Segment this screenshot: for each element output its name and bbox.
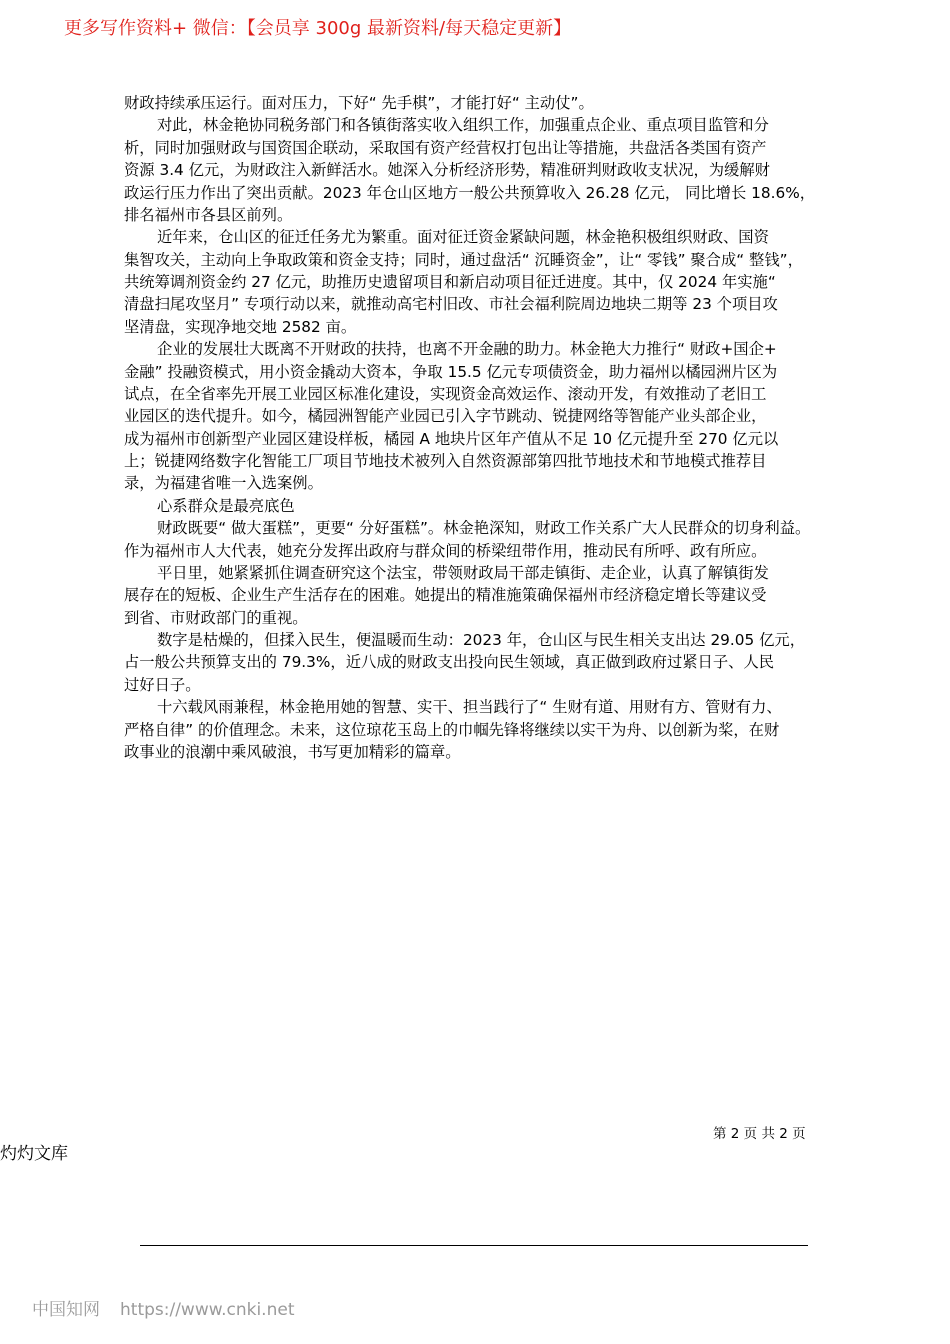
text-line: 到省、市财政部门的重视。: [124, 608, 308, 627]
text-line: 心系群众是最亮底色: [157, 496, 295, 515]
text-line: 坚清盘，实现净地交地 2582 亩。: [124, 317, 357, 336]
text-line: 共统筹调剂资金约 27 亿元，助推历史遗留项目和新启动项目征迁进度。其中，仅 2024 年实施“: [124, 273, 776, 291]
text-line: 金融” 投融资模式，用小资金撬动大资本，争取 15.5 亿元专项债资金，助力福州以橘园洲片区为: [124, 362, 778, 381]
paragraph: [124, 517, 836, 562]
paragraph: [124, 629, 836, 696]
paragraph: [124, 226, 836, 338]
text-line: 成为福州市创新型产业园区建设样板，橘园 A 地块片区年产值从不足 10 亿元提升至 270 亿元以: [124, 429, 779, 448]
text-line: 平日里，她紧紧抓住调查研究这个法宝，带领财政局干部走镇街、走企业，认真了解镇街发: [157, 563, 769, 582]
text-line: 清盘扫尾攻坚月” 专项行动以来，就推动高宅村旧改、市社会福利院周边地块二期等 23 个项目攻: [124, 295, 778, 314]
text-line: 上；锐捷网络数字化智能工厂项目节地技术被列入自然资源部第四批节地技术和节地模式推荐目: [124, 452, 767, 470]
text-line: 集智攻关，主动向上争取政策和资金支持；同时，通过盘活“ 沉睡资金”，让“ 零钱” 聚合成“ 整钱”，: [124, 250, 803, 269]
text-line: 对此，林金艳协同税务部门和各镇街落实收入组织工作，加强重点企业、重点项目监管和分: [157, 116, 769, 135]
text-line: 析，同时加强财政与国资国企联动，采取国有资产经营权打包出让等措施，共盘活各类国有资产: [124, 138, 767, 157]
text-line: 企业的发展壮大既离不开财政的扶持，也离不开金融的助力。林金艳大力推行“ 财政+国企+: [157, 340, 777, 359]
text-line: 业园区的迭代提升。如今，橘园洲智能产业园已引入字节跳动、锐捷网络等智能产业头部企业，: [124, 407, 767, 426]
text-line: 财政既要“ 做大蛋糕”，更要“ 分好蛋糕”。林金艳深知，财政工作关系广大人民群众的切身利益。: [157, 519, 811, 538]
text-line: 试点，在全省率先开展工业园区标准化建设，实现资金高效运作、滚动开发，有效推动了老旧工: [124, 384, 767, 403]
text-line: 占一般公共预算支出的 79.3%，近八成的财政支出投向民生领域，真正做到政府过紧日子、人民: [124, 653, 775, 672]
text-line: 严格自律” 的价值理念。未来，这位琼花玉岛上的巾帼先锋将继续以实干为舟、以创新为桨，在财: [124, 720, 780, 739]
text-line: 政事业的浪潮中乘风破浪，书写更加精彩的篇章。: [124, 742, 461, 761]
text-line: 过好日子。: [124, 675, 201, 694]
watermark-name: 中国知网: [32, 1300, 100, 1320]
text-line: 财政持续承压运行。面对压力，下好“ 先手棋”，才能打好“ 主动仗”。: [124, 94, 594, 112]
promo-banner: 更多写作资料+ 微信：【会员享 300g 最新资料/每天稳定更新】: [64, 18, 572, 39]
paragraph: [124, 92, 836, 114]
paragraph: [124, 495, 836, 517]
page-number: 第 2 页 共 2 页: [713, 1126, 806, 1142]
paragraph: [124, 338, 836, 495]
text-line: 近年来，仓山区的征迁任务尤为繁重。面对征迁资金紧缺问题，林金艳积极组织财政、国资: [157, 228, 769, 247]
text-line: 政运行压力作出了突出贡献。2023 年仓山区地方一般公共预算收入 26.28 亿元， 同比增长 18.6%，: [124, 183, 816, 202]
text-line: 作为福州市人大代表，她充分发挥出政府与群众间的桥梁纽带作用，推动民有所呼、政有所应。: [124, 541, 767, 560]
text-line: 资源 3.4 亿元，为财政注入新鲜活水。她深入分析经济形势，精准研判财政收支状况，为缓解财: [124, 161, 770, 180]
library-name: 灼灼文库: [0, 1144, 68, 1164]
paragraph: [124, 114, 836, 226]
paragraph: [124, 562, 836, 629]
text-line: 数字是枯燥的，但揉入民生，便温暖而生动：2023 年，仓山区与民生相关支出达 29.05 亿元，: [157, 631, 805, 649]
paragraph: [124, 696, 836, 763]
footer-divider: [140, 1245, 808, 1246]
text-line: 展存在的短板、企业生产生活存在的困难。她提出的精准施策确保福州市经济稳定增长等建议受: [124, 586, 767, 605]
text-line: 录，为福建省唯一入选案例。: [124, 474, 323, 493]
cnki-watermark: [32, 1295, 314, 1320]
text-line: 十六载风雨兼程，林金艳用她的智慧、实干、担当践行了“ 生财有道、用财有方、管财有力、: [157, 698, 782, 717]
article-body: [124, 92, 836, 763]
text-line: 排名福州市各县区前列。: [124, 205, 293, 224]
watermark-url: https://www.cnki.net: [120, 1300, 295, 1320]
